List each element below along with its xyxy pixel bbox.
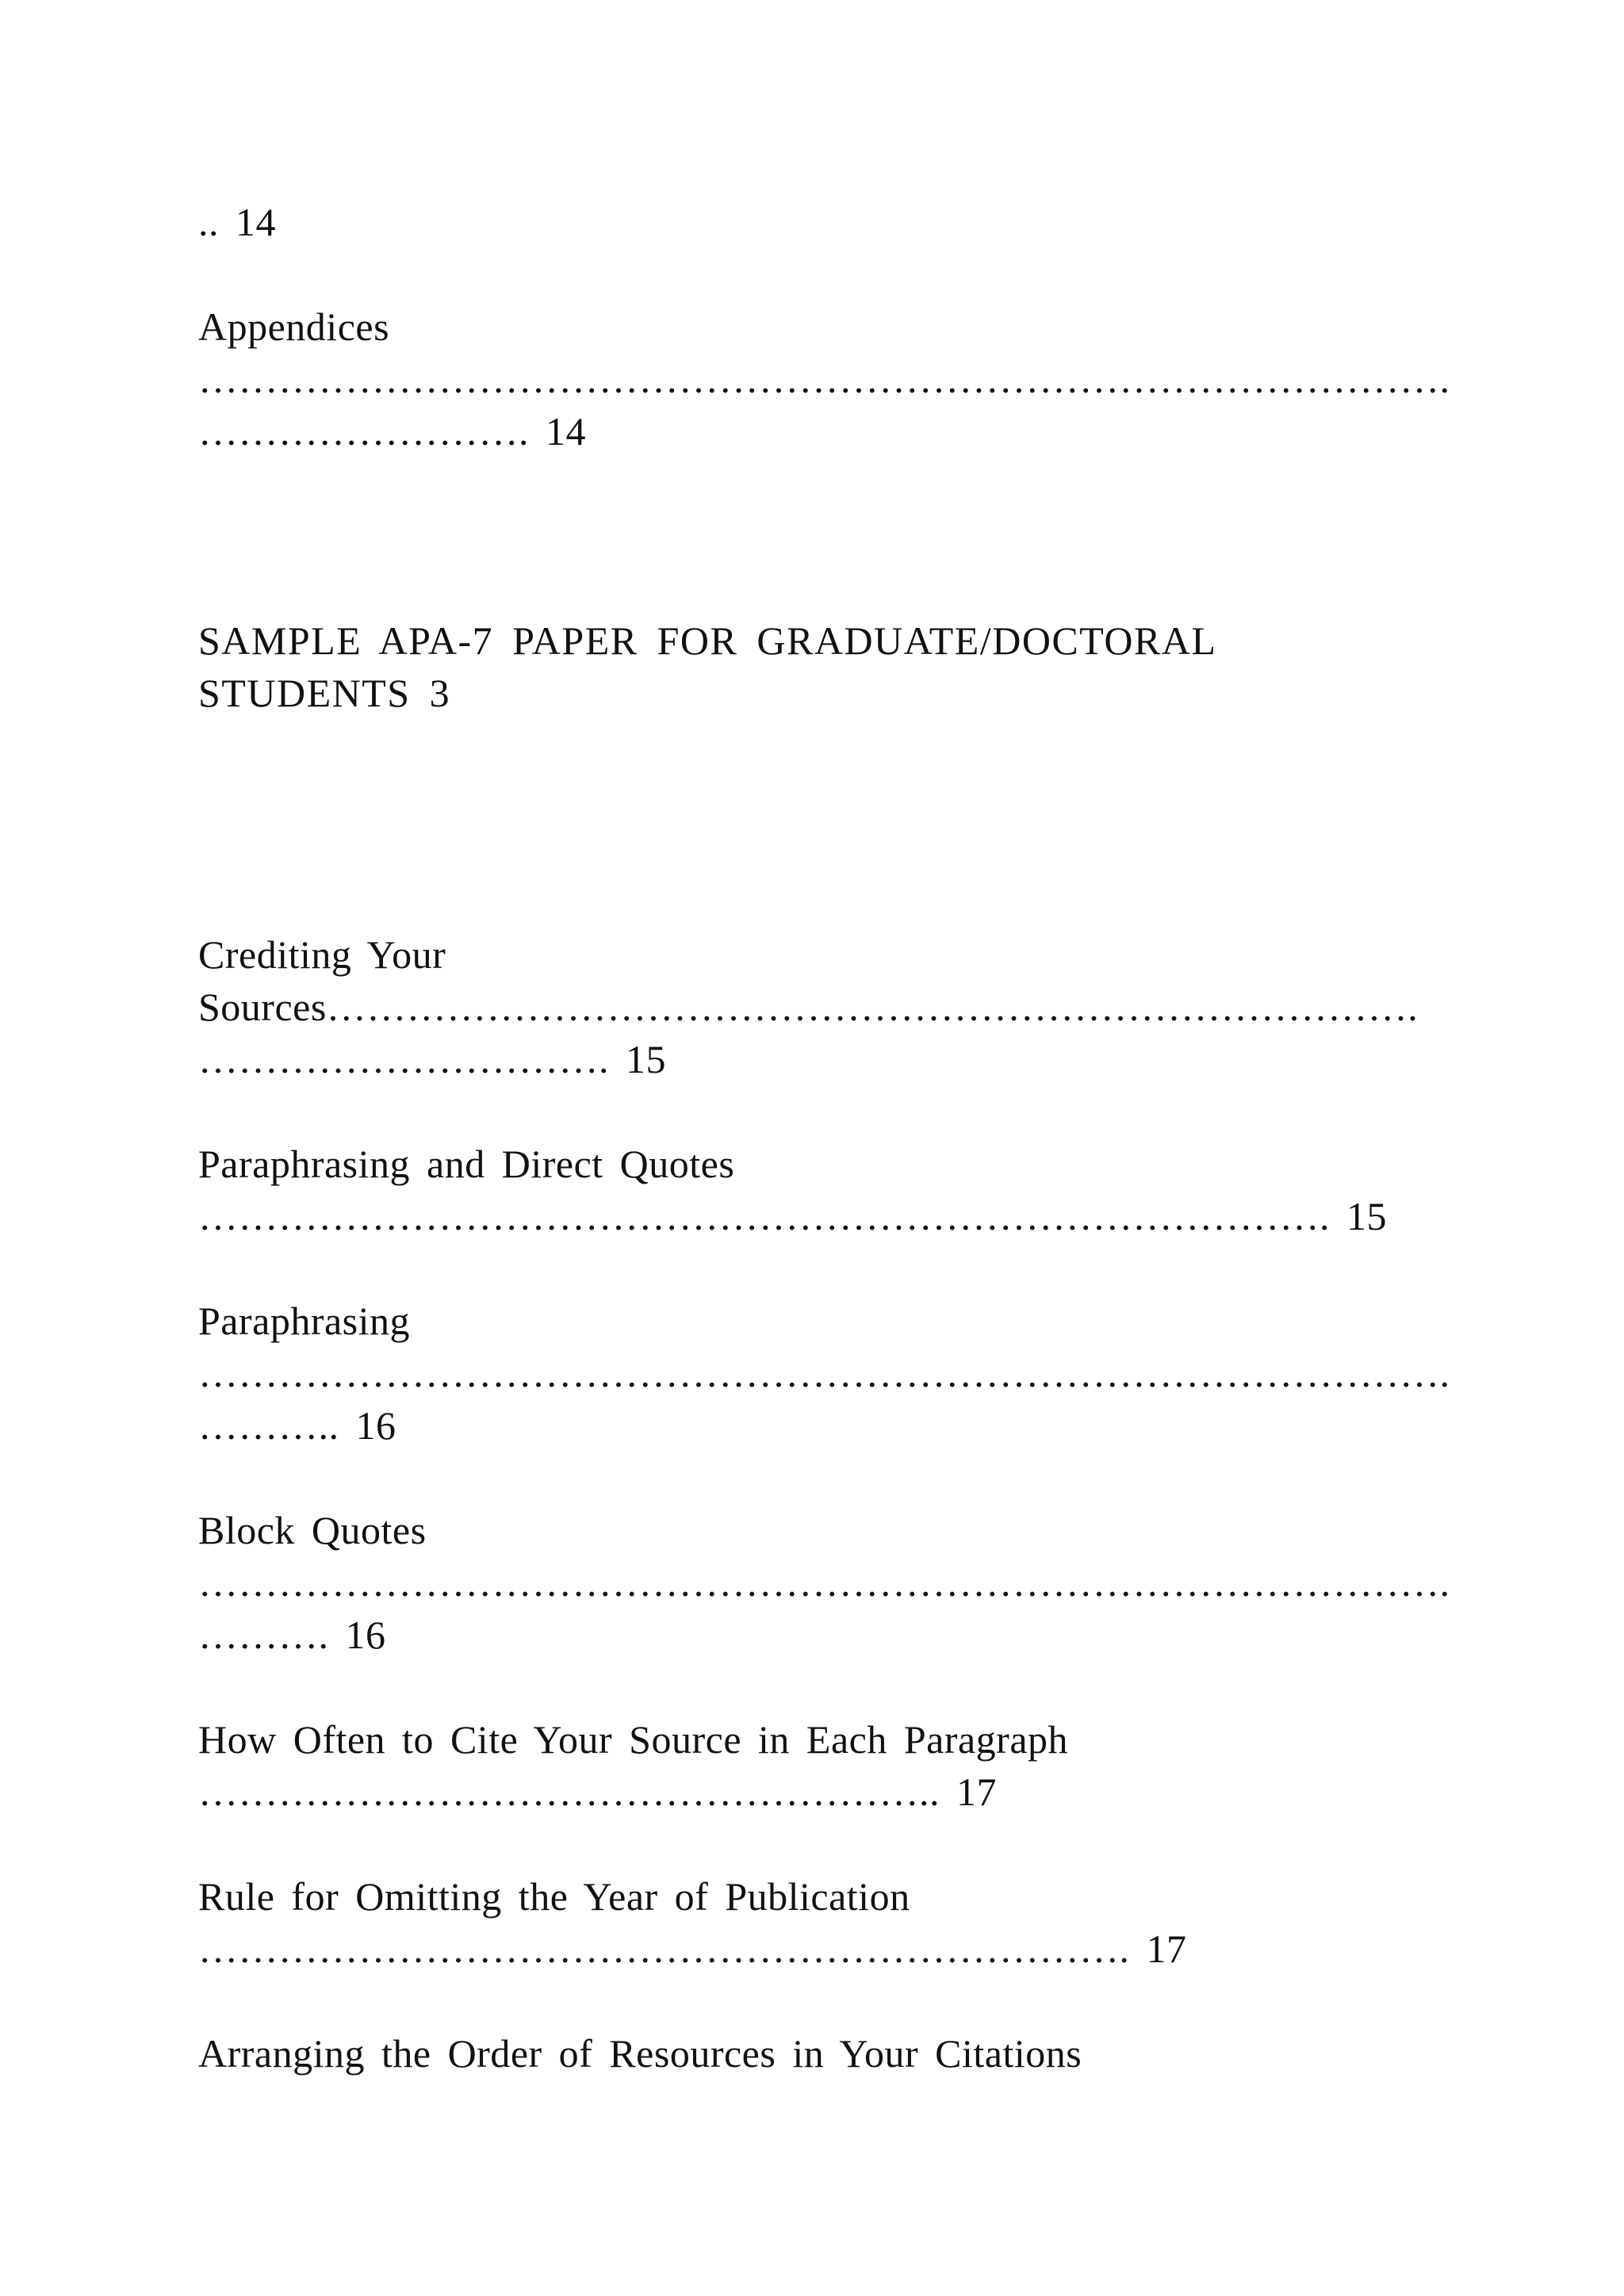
toc-entry-paraphrasing-direct-quotes: Paraphrasing and Direct Quotes: [198, 1142, 735, 1186]
toc-entry-block-quotes: Block Quotes: [198, 1508, 427, 1552]
running-head-page: STUDENTS 3: [198, 671, 451, 715]
toc-leader: Sources……………………………………………………………………….: [198, 985, 1419, 1029]
toc-leader-page: ……………………………………………………………. 17: [198, 1927, 1187, 1971]
toc-leader-page: …………………………. 15: [198, 1037, 666, 1081]
toc-entry-appendices: Appendices: [198, 304, 390, 349]
toc-leader-page: …………………………………………………………………………. 15: [198, 1194, 1387, 1238]
toc-page-ref: .. 14: [198, 200, 276, 244]
toc-entry-arranging-order: Arranging the Order of Resources in Your Citations: [198, 2031, 1082, 2076]
toc-leader: ………………………………………………………………………………….: [198, 1351, 1450, 1395]
toc-entry-crediting-sources: Crediting Your: [198, 932, 446, 977]
toc-leader: ………………………………………………………………………………….: [198, 1560, 1450, 1605]
toc-entry-how-often-to-cite: How Often to Cite Your Source in Each Paragraph: [198, 1717, 1069, 1762]
toc-entry-paraphrasing: Paraphrasing: [198, 1299, 411, 1343]
toc-leader-page: ……………………………………………….. 17: [198, 1770, 997, 1814]
running-head: SAMPLE APA-7 PAPER FOR GRADUATE/DOCTORAL: [198, 618, 1217, 663]
toc-leader-page: ……………………. 14: [198, 409, 586, 453]
toc-leader-page: ……….. 16: [198, 1403, 396, 1448]
toc-entry-omitting-year: Rule for Omitting the Year of Publication: [198, 1874, 910, 1919]
toc-leader-page: ………. 16: [198, 1613, 386, 1657]
toc-leader: ………………………………………………………………………………….: [198, 357, 1450, 401]
